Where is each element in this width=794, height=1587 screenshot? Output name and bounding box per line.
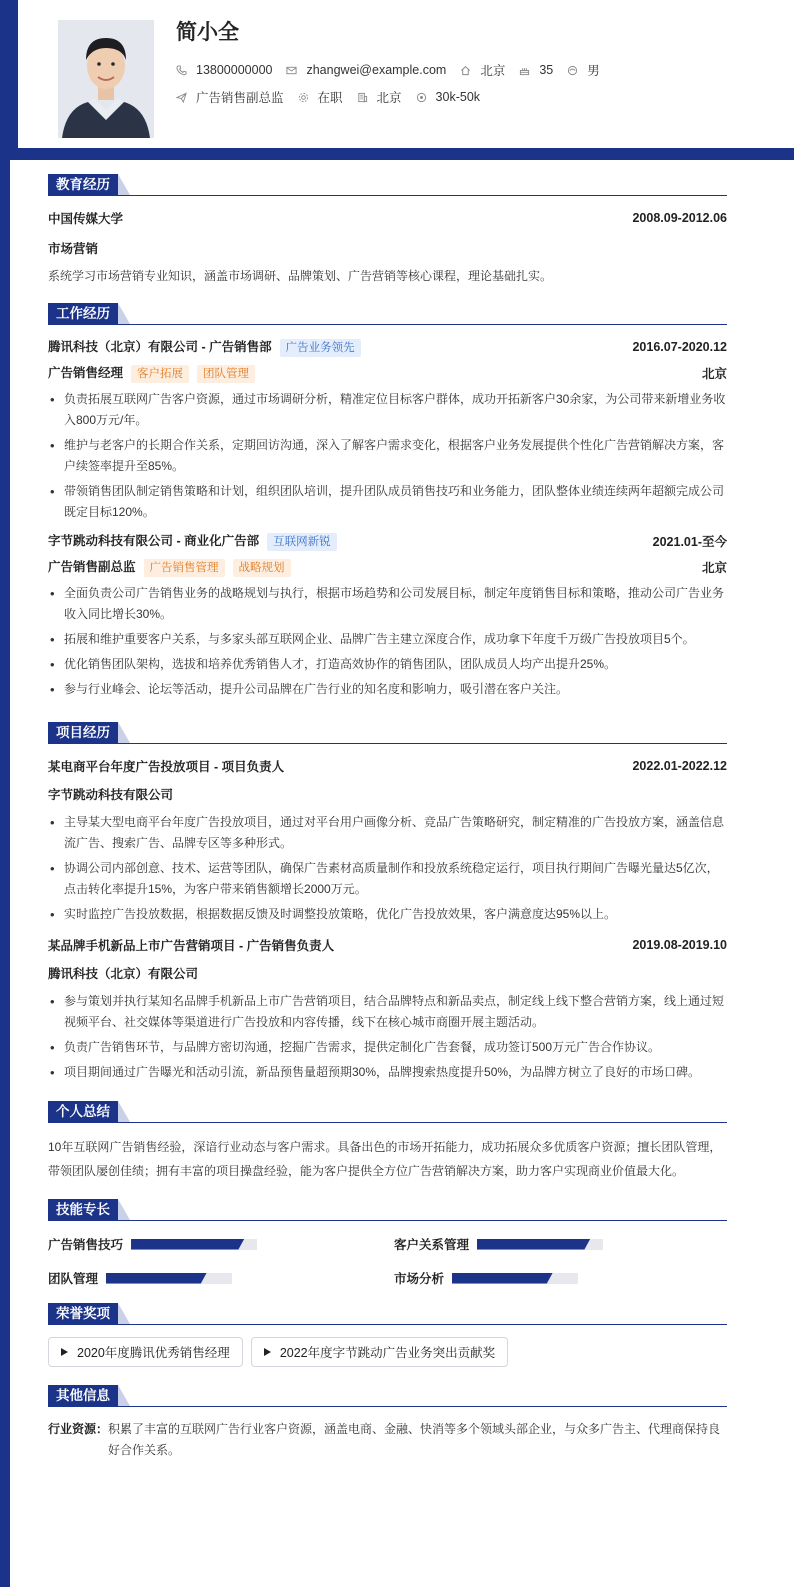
other-section-header [48, 1385, 727, 1407]
awards-list [48, 1337, 727, 1367]
other-title: 其他信息 [48, 1385, 118, 1406]
skill-name: 市场分析 [394, 1272, 445, 1286]
company-line [48, 531, 337, 551]
skill-item [394, 1233, 727, 1255]
gender-icon [567, 65, 578, 76]
job-title: 广告销售经理 [48, 366, 124, 380]
list-item: • 负责拓展互联网广告客户资源，通过市场调研分析，精准定位目标客户群体，成功开拓新客户30余家，为公司带来新增业务收入800万元/年。 [48, 389, 727, 431]
skill-bar [106, 1273, 232, 1284]
list-item: • 参与策划并执行某知名品牌手机新品上市广告营销项目，结合品牌特点和新品卖点，制定线上线下整合营销方案，线上通过短视频平台、社交媒体等渠道进行广告投放和内容传播，线下在核心城市商圈开展主题活动。 [48, 991, 727, 1033]
send-icon [176, 92, 187, 103]
major-name: 市场营销 [48, 242, 99, 256]
other-label: 行业资源： [48, 1422, 109, 1436]
education-title: 教育经历 [48, 174, 118, 195]
skill-item [48, 1233, 394, 1255]
gender-item [567, 61, 600, 79]
projects-title: 项目经历 [48, 722, 118, 743]
skill-tag: 战略规划 [233, 559, 291, 577]
profile-photo [58, 20, 154, 138]
list-item: • 维护与老客户的长期合作关系，定期回访沟通，深入了解客户需求变化，根据客户业务发展提供个性化广告营销解决方案，客户续签率提升至85%。 [48, 435, 727, 477]
list-item: • 带领销售团队制定销售策略和计划，组织团队培训，提升团队成员销售技巧和业务能力，团队整体业绩连续两年超额完成公司既定目标120%。 [48, 481, 727, 523]
work-row [48, 335, 727, 359]
list-item: • 实时监控广告投放数据，根据数据反馈及时调整投放策略，优化广告投放效果，客户满意度达95%以上。 [48, 904, 727, 925]
job-title: 广告销售副总监 [48, 560, 136, 574]
skill-bar-fill [131, 1239, 244, 1250]
other-info [48, 1419, 727, 1461]
job-city: 北京 [701, 367, 727, 381]
projects-section-header [48, 722, 727, 744]
age-text: 35 [539, 63, 554, 77]
list-item: • 全面负责公司广告销售业务的战略规划与执行，根据市场趋势和公司发展目标，制定年度销售目标和策略，推动公司广告业务收入同比增长30%。 [48, 583, 727, 625]
company-name: 腾讯科技（北京）有限公司 - 广告销售部 [48, 340, 272, 354]
skill-name: 团队管理 [48, 1272, 99, 1286]
status-item [298, 88, 343, 106]
skill-item [394, 1267, 727, 1289]
list-item: • 参与行业峰会、论坛等活动，提升公司品牌在广告行业的知名度和影响力，吸引潜在客户关注。 [48, 679, 727, 700]
project-name: 某电商平台年度广告投放项目 - 项目负责人 [48, 760, 285, 774]
list-item: • 主导某大型电商平台年度广告投放项目，通过对平台用户画像分析、竞品广告策略研究，制定精准的广告投放方案，涵盖信息流广告、搜索广告、品牌专区等多种形式。 [48, 812, 727, 854]
skill-bar-fill [477, 1239, 590, 1250]
location-text: 北京 [480, 64, 506, 78]
work-row [48, 529, 727, 553]
project-org-row [48, 961, 727, 985]
job-title-row [48, 555, 727, 579]
skill-tag: 客户拓展 [131, 365, 189, 383]
award-text: 2022年度字节跳动广告业务突出贡献奖 [279, 1346, 496, 1360]
job-city: 北京 [701, 561, 727, 575]
play-icon [264, 1348, 271, 1356]
skill-name: 广告销售技巧 [48, 1238, 124, 1252]
resume-content [48, 174, 727, 1461]
project-org-row [48, 782, 727, 806]
job-title-line [48, 363, 255, 383]
city-text: 北京 [376, 91, 402, 105]
skill-tag: 团队管理 [197, 365, 255, 383]
email-text: zhangwei@example.com [306, 63, 447, 77]
phone-item [176, 63, 272, 77]
skill-tag: 广告销售管理 [144, 559, 225, 577]
summary-title: 个人总结 [48, 1101, 118, 1122]
project-org: 字节跳动科技有限公司 [48, 788, 174, 802]
email-item [286, 63, 446, 77]
candidate-name: 简小全 [176, 21, 239, 44]
phone-text: 13800000000 [196, 63, 273, 77]
awards-section-header [48, 1303, 727, 1325]
contact-row [176, 61, 614, 79]
work-title: 工作经历 [48, 303, 118, 324]
skills-title: 技能专长 [48, 1199, 118, 1220]
company-tag: 互联网新锐 [267, 533, 337, 551]
mail-icon [286, 65, 297, 76]
major-row [48, 236, 727, 260]
project-name: 某品牌手机新品上市广告营销项目 - 广告销售负责人 [48, 939, 335, 953]
award-item [251, 1337, 508, 1367]
summary-text: 10年互联网广告销售经验，深谙行业动态与客户需求。具备出色的市场开拓能力，成功拓展众多优质客户资源；擅长团队管理，带领团队屡创佳绩；拥有丰富的项目操盘经验，能为客户提供全方位广告营销解决方案，助力客户实现商业价值最大化。 [48, 1140, 722, 1178]
home-icon [460, 65, 471, 76]
job-intent-row [176, 88, 494, 106]
company-tag: 广告业务领先 [280, 339, 361, 357]
coin-icon [416, 92, 427, 103]
project-row [48, 933, 727, 957]
list-item: • 协调公司内部创意、技术、运营等团队，确保广告素材高质量制作和投放系统稳定运行，项目执行期间广告曝光量达5亿次，点击转化率提升15%，为客户带来销售额增长2000万元。 [48, 858, 727, 900]
salary-item [416, 90, 480, 104]
skill-name: 客户关系管理 [394, 1238, 470, 1252]
work-bullets [48, 583, 727, 700]
list-item: • 优化销售团队架构，选拔和培养优秀销售人才，打造高效协作的销售团队，团队成员人均产出提升25%。 [48, 654, 727, 675]
location-item [460, 61, 505, 79]
skills-section-header [48, 1199, 727, 1221]
play-icon [61, 1348, 68, 1356]
work-date: 2021.01-至今 [652, 535, 727, 549]
gender-text: 男 [587, 64, 600, 78]
work-section-header [48, 303, 727, 325]
list-item: • 负责广告销售环节，与品牌方密切沟通，挖掘广告需求，提供定制化广告套餐，成功签订500万元广告合作协议。 [48, 1037, 727, 1058]
education-row [48, 206, 727, 230]
salary-text: 30k-50k [435, 90, 481, 104]
award-text: 2020年度腾讯优秀销售经理 [77, 1346, 230, 1360]
job-title-row [48, 361, 727, 385]
skill-item [48, 1267, 394, 1289]
skills-grid [48, 1233, 727, 1289]
award-item [48, 1337, 243, 1367]
work-date: 2016.07-2020.12 [632, 340, 727, 354]
skill-bar-fill [452, 1273, 553, 1284]
skill-bar [131, 1239, 257, 1250]
project-bullets [48, 812, 727, 925]
age-item [519, 63, 553, 77]
building-icon [357, 92, 368, 103]
education-desc: 系统学习市场营销专业知识，涵盖市场调研、品牌策划、广告营销等核心课程，理论基础扎实。 [48, 269, 553, 283]
status-text: 在职 [317, 91, 343, 105]
company-line [48, 337, 361, 357]
phone-icon [176, 65, 187, 76]
awards-title: 荣誉奖项 [48, 1303, 118, 1324]
gear-icon [298, 92, 309, 103]
project-org: 腾讯科技（北京）有限公司 [48, 967, 199, 981]
list-item: • 项目期间通过广告曝光和活动引流，新品预售量超预期30%，品牌搜索热度提升50%，为品牌方树立了良好的市场口碑。 [48, 1062, 727, 1083]
job-title-line [48, 557, 291, 577]
project-date: 2019.08-2019.10 [632, 938, 727, 952]
company-name: 字节跳动科技有限公司 - 商业化广告部 [48, 534, 260, 548]
education-section-header [48, 174, 727, 196]
list-item: • 拓展和维护重要客户关系，与多家头部互联网企业、品牌广告主建立深度合作，成功拿下年度千万级广告投放项目5个。 [48, 629, 727, 650]
project-bullets [48, 991, 727, 1083]
project-date: 2022.01-2022.12 [632, 759, 727, 773]
work-bullets [48, 389, 727, 523]
education-date: 2008.09-2012.06 [632, 211, 727, 225]
city-item [357, 88, 402, 106]
skill-bar [477, 1239, 603, 1250]
project-row [48, 754, 727, 778]
cake-icon [519, 65, 530, 76]
other-text: 积累了丰富的互联网广告行业客户资源，涵盖电商、金融、快消等多个领域头部企业，与众多广告主、代理商保持良好合作关系。 [108, 1422, 721, 1457]
school-name: 中国传媒大学 [48, 212, 124, 226]
summary-section-header [48, 1101, 727, 1123]
position-text: 广告销售副总监 [196, 91, 284, 105]
position-item [176, 88, 284, 106]
skill-bar-fill [106, 1273, 207, 1284]
skill-bar [452, 1273, 578, 1284]
